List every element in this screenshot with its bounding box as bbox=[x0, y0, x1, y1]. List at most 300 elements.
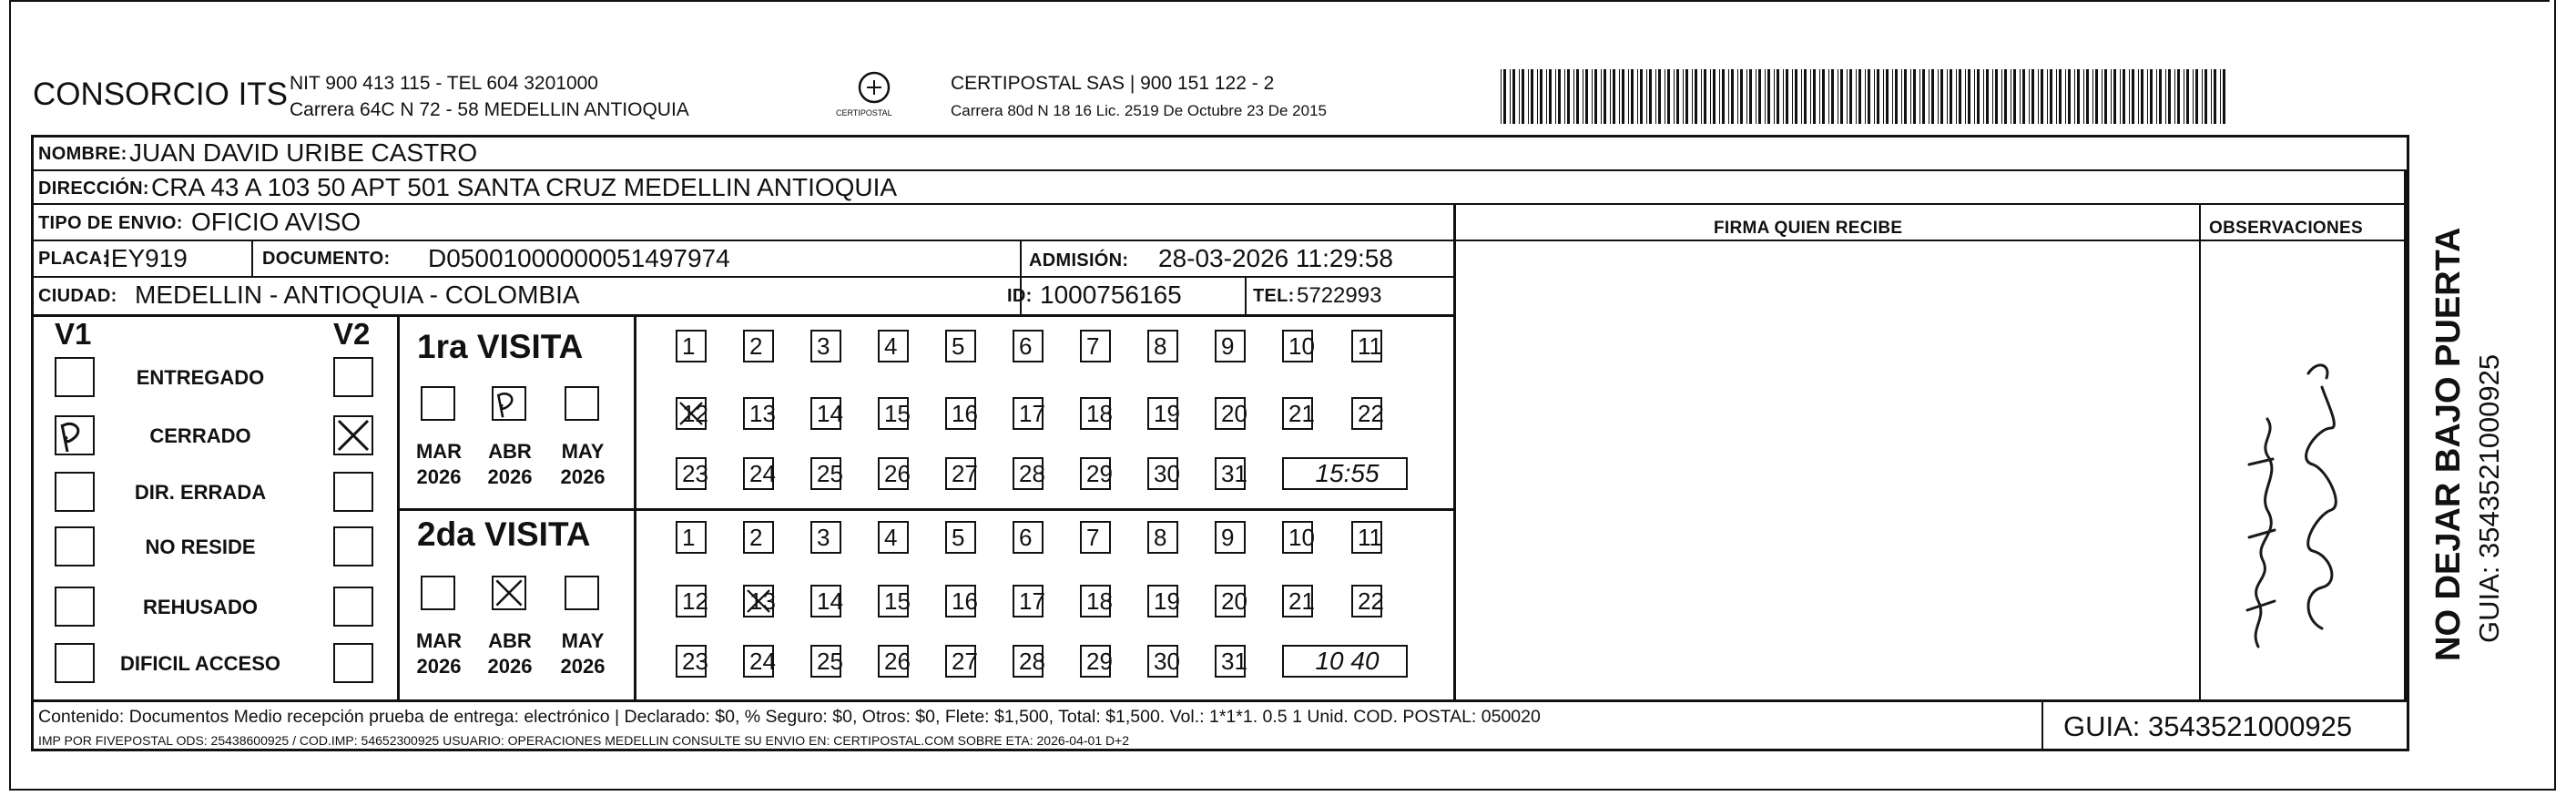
barcode-bar bbox=[1819, 69, 1820, 124]
barcode-bar bbox=[1786, 69, 1788, 124]
barcode-bar bbox=[1576, 69, 1579, 124]
observaciones-label: OBSERVACIONES bbox=[2209, 219, 2363, 238]
barcode-bar bbox=[1765, 69, 1766, 124]
day-box[interactable]: 8 bbox=[1147, 330, 1178, 362]
barcode-bar bbox=[1749, 69, 1752, 124]
top-edge-line bbox=[9, 0, 2550, 2]
row-line-4 bbox=[31, 276, 1453, 278]
barcode-bar bbox=[2013, 69, 2016, 124]
carrier-line: CERTIPOSTAL SAS | 900 151 122 - 2 bbox=[951, 73, 1275, 94]
v1-checkbox[interactable] bbox=[55, 587, 95, 627]
v2-checkbox[interactable] bbox=[333, 587, 373, 627]
tel-value: 5722993 bbox=[1297, 283, 1382, 308]
barcode-bar bbox=[1758, 69, 1761, 124]
barcode-bar bbox=[2193, 69, 2194, 124]
placa-value: IEY919 bbox=[104, 244, 188, 272]
status-visit-separator bbox=[397, 314, 400, 700]
barcode-bar bbox=[2129, 69, 2130, 124]
v1-checkbox[interactable] bbox=[55, 526, 95, 566]
tipo-envio-label: TIPO DE ENVIO: bbox=[38, 213, 183, 233]
day-box[interactable]: 9 bbox=[1215, 330, 1246, 362]
month-label: MAR 2026 bbox=[415, 629, 463, 678]
day-box[interactable]: 7 bbox=[1080, 330, 1111, 362]
barcode-bar bbox=[1874, 69, 1875, 124]
barcode-bar bbox=[2113, 69, 2116, 124]
barcode-bar bbox=[1968, 69, 1970, 124]
row-line-5 bbox=[31, 314, 1453, 317]
status-label: REHUSADO bbox=[143, 596, 258, 618]
barcode-bar bbox=[2068, 69, 2071, 124]
day-box[interactable]: 17 bbox=[1013, 397, 1044, 430]
barcode-bar bbox=[1831, 69, 1834, 124]
day-box[interactable]: 10 bbox=[1282, 330, 1313, 362]
month-label: MAY 2026 bbox=[560, 440, 606, 488]
tipo-envio-value: OFICIO AVISO bbox=[191, 208, 361, 236]
day-box[interactable]: 15 bbox=[878, 397, 909, 430]
barcode-bar bbox=[2214, 69, 2216, 124]
barcode-bar bbox=[1719, 69, 1720, 124]
barcode-bar bbox=[1692, 69, 1693, 124]
barcode-bar bbox=[2004, 69, 2007, 124]
v1-checkbox[interactable] bbox=[55, 643, 95, 683]
day-box[interactable]: 29 bbox=[1080, 645, 1111, 678]
status-label: CERRADO bbox=[149, 424, 251, 447]
barcode-bar bbox=[1813, 69, 1816, 124]
barcode-bar bbox=[2092, 69, 2093, 124]
day-box[interactable]: 30 bbox=[1147, 645, 1178, 678]
barcode-bar bbox=[1622, 69, 1624, 124]
barcode-bar bbox=[1965, 69, 1966, 124]
day-box[interactable]: 24 bbox=[743, 457, 774, 490]
direccion-label: DIRECCIÓN: bbox=[38, 179, 149, 199]
id-value: 1000756165 bbox=[1040, 281, 1182, 309]
barcode-bar bbox=[1956, 69, 1957, 124]
month-checkbox[interactable] bbox=[565, 386, 599, 421]
barcode-bar bbox=[1649, 69, 1652, 124]
barcode-bar bbox=[1594, 69, 1597, 124]
barcode-bar bbox=[1777, 69, 1779, 124]
barcode-bar bbox=[1564, 69, 1565, 124]
barcode-bar bbox=[1792, 69, 1793, 124]
barcode-bar bbox=[1731, 69, 1734, 124]
month-label: MAY 2026 bbox=[560, 629, 606, 678]
day-box[interactable]: 22 bbox=[1351, 397, 1382, 430]
day-box[interactable]: 15 bbox=[878, 585, 909, 617]
barcode-bar bbox=[1628, 69, 1629, 124]
carrier-address: Carrera 80d N 18 16 Lic. 2519 De Octubre 23 De 2015 bbox=[951, 102, 1327, 119]
direccion-value: CRA 43 A 103 50 APT 501 SANTA CRUZ MEDELLIN ANTIOQUIA bbox=[151, 173, 898, 201]
day-box[interactable]: 11 bbox=[1351, 330, 1382, 362]
day-box[interactable]: 1 bbox=[676, 521, 707, 554]
status-label: DIR. ERRADA bbox=[134, 481, 267, 504]
x-mark-icon bbox=[677, 399, 705, 428]
row-line-1 bbox=[31, 169, 2409, 171]
barcode-bar bbox=[2059, 69, 2062, 124]
barcode-bar bbox=[2202, 69, 2203, 124]
barcode-bar bbox=[1631, 69, 1634, 124]
barcode-bar bbox=[2111, 69, 2112, 124]
barcode-bar bbox=[2186, 69, 2189, 124]
day-box[interactable]: 16 bbox=[945, 585, 976, 617]
status-label: ENTREGADO bbox=[136, 366, 265, 389]
day-box[interactable]: 22 bbox=[1351, 585, 1382, 617]
certipostal-logo-icon bbox=[856, 69, 892, 106]
barcode-bar bbox=[2056, 69, 2057, 124]
visit-time-box[interactable]: 10 40 bbox=[1282, 645, 1408, 678]
barcode-bar bbox=[1728, 69, 1729, 124]
day-box[interactable]: 10 bbox=[1282, 521, 1313, 554]
month-checkbox[interactable] bbox=[492, 386, 526, 421]
admision-label: ADMISIÓN: bbox=[1029, 250, 1129, 270]
left-edge-line bbox=[9, 0, 11, 791]
day-box[interactable]: 7 bbox=[1080, 521, 1111, 554]
barcode-bar bbox=[2104, 69, 2107, 124]
day-box[interactable]: 23 bbox=[676, 457, 707, 490]
barcode-bar bbox=[1995, 69, 1998, 124]
barcode-bar bbox=[1613, 69, 1615, 124]
barcode-bar bbox=[2168, 69, 2171, 124]
barcode-bar bbox=[1610, 69, 1611, 124]
barcode-bar bbox=[2086, 69, 2089, 124]
barcode-bar bbox=[1865, 69, 1866, 124]
day-box[interactable]: 23 bbox=[676, 645, 707, 678]
day-box[interactable]: 4 bbox=[878, 521, 909, 554]
barcode-bar bbox=[2211, 69, 2212, 124]
day-box[interactable]: 14 bbox=[810, 397, 841, 430]
day-box[interactable]: 25 bbox=[810, 645, 841, 678]
day-box[interactable]: 12 bbox=[676, 585, 707, 617]
side-guia-number: GUIA: 3543521000925 bbox=[2473, 353, 2505, 643]
barcode-bar bbox=[1713, 69, 1716, 124]
day-box[interactable]: 18 bbox=[1080, 585, 1111, 617]
barcode-bar bbox=[1868, 69, 1870, 124]
barcode-bar bbox=[1938, 69, 1939, 124]
barcode-bar bbox=[2156, 69, 2157, 124]
day-box[interactable]: 13 bbox=[743, 585, 774, 617]
barcode-bar bbox=[2147, 69, 2148, 124]
barcode-bar bbox=[1828, 69, 1829, 124]
barcode-bar bbox=[1549, 69, 1552, 124]
barcode-bar bbox=[1858, 69, 1861, 124]
barcode-bar bbox=[2132, 69, 2134, 124]
footer-imp: IMP POR FIVEPOSTAL ODS: 25438600925 / COD.IMP: 54652300925 USUARIO: OPERACIONES MEDELLIN CONSULTE SU ENVIO EN: CERTIPOSTAL.COM SOBRE ETA: 2026-04-01 D+2 bbox=[38, 733, 1130, 748]
barcode-bar bbox=[2102, 69, 2103, 124]
day-box[interactable]: 21 bbox=[1282, 585, 1313, 617]
v2-checkbox[interactable] bbox=[333, 357, 373, 397]
footer-divider bbox=[31, 699, 2409, 702]
day-box[interactable]: 8 bbox=[1147, 521, 1178, 554]
barcode-bar bbox=[2095, 69, 2098, 124]
day-box[interactable]: 28 bbox=[1013, 645, 1044, 678]
barcode-bar bbox=[2029, 69, 2030, 124]
form-top-border bbox=[31, 135, 2409, 138]
barcode-bar bbox=[1704, 69, 1706, 124]
status-label: NO RESIDE bbox=[145, 536, 256, 558]
barcode-bar bbox=[1619, 69, 1620, 124]
barcode-bar bbox=[1676, 69, 1679, 124]
footer-guia-separator bbox=[2041, 699, 2043, 750]
barcode-bar bbox=[2223, 69, 2225, 124]
footer-contenido: Contenido: Documentos Medio recepción prueba de entrega: electrónico | Declarado: $0, % Seguro: $0, Otros: $0, Flete: $1,500, Total: $1,500. Vol.: 1*1*1. 0.5 1 Unid. COD. POSTAL: 050020 bbox=[38, 707, 1541, 727]
day-box[interactable]: 31 bbox=[1215, 457, 1246, 490]
barcode-bar bbox=[1722, 69, 1725, 124]
barcode-bar bbox=[1537, 69, 1538, 124]
v1-checkbox[interactable] bbox=[55, 357, 95, 397]
day-box[interactable]: 29 bbox=[1080, 457, 1111, 490]
day-box[interactable]: 26 bbox=[878, 457, 909, 490]
firma-left-border bbox=[1453, 203, 1456, 701]
barcode-bar bbox=[1849, 69, 1852, 124]
v2-checkbox[interactable] bbox=[333, 415, 373, 455]
barcode-bar bbox=[2177, 69, 2180, 124]
admision-value: 28-03-2026 11:29:58 bbox=[1158, 244, 1393, 272]
barcode-bar bbox=[2074, 69, 2075, 124]
barcode-bar bbox=[1992, 69, 1993, 124]
x-mark-icon bbox=[745, 587, 772, 616]
barcode-bar bbox=[1940, 69, 1943, 124]
barcode-bar bbox=[1592, 69, 1593, 124]
barcode-bar bbox=[1674, 69, 1675, 124]
check-mark-icon bbox=[56, 417, 93, 454]
day-box[interactable]: 27 bbox=[945, 457, 976, 490]
barcode-bar bbox=[1501, 69, 1502, 124]
placa-label: PLACA: bbox=[38, 249, 109, 269]
logo-text: CERTIPOSTAL bbox=[836, 108, 892, 117]
barcode-bar bbox=[2083, 69, 2084, 124]
barcode-bar bbox=[2174, 69, 2175, 124]
month-day-separator bbox=[634, 314, 636, 700]
day-box[interactable]: 27 bbox=[945, 645, 976, 678]
nombre-label: NOMBRE: bbox=[38, 144, 127, 164]
footer-guia: GUIA: 3543521000925 bbox=[2063, 710, 2353, 742]
barcode-bar bbox=[2022, 69, 2025, 124]
barcode-bar bbox=[1528, 69, 1529, 124]
barcode-bar bbox=[1931, 69, 1934, 124]
barcode-bar bbox=[1573, 69, 1574, 124]
day-box[interactable]: 25 bbox=[810, 457, 841, 490]
day-box[interactable]: 12 bbox=[676, 397, 707, 430]
barcode-bar bbox=[1667, 69, 1670, 124]
barcode-bar bbox=[1746, 69, 1747, 124]
visit-time-box[interactable]: 15:55 bbox=[1282, 457, 1408, 490]
check-mark-icon bbox=[494, 388, 524, 419]
form-left-border bbox=[31, 135, 34, 750]
barcode-bar bbox=[2001, 69, 2002, 124]
barcode-bar bbox=[1740, 69, 1743, 124]
ciudad-label: CIUDAD: bbox=[38, 286, 117, 306]
barcode-bar bbox=[1895, 69, 1898, 124]
v2-checkbox[interactable] bbox=[333, 472, 373, 512]
firma-header-line bbox=[1453, 240, 2409, 241]
day-box[interactable]: 20 bbox=[1215, 585, 1246, 617]
barcode bbox=[1501, 69, 2225, 124]
barcode-bar bbox=[1795, 69, 1797, 124]
day-box[interactable]: 11 bbox=[1351, 521, 1382, 554]
day-box[interactable]: 28 bbox=[1013, 457, 1044, 490]
barcode-bar bbox=[1646, 69, 1647, 124]
barcode-bar bbox=[1801, 69, 1802, 124]
right-edge-line bbox=[2554, 0, 2556, 791]
barcode-bar bbox=[1892, 69, 1893, 124]
barcode-bar bbox=[1522, 69, 1524, 124]
barcode-bar bbox=[2141, 69, 2143, 124]
day-box[interactable]: 4 bbox=[878, 330, 909, 362]
barcode-bar bbox=[1512, 69, 1515, 124]
barcode-bar bbox=[2065, 69, 2066, 124]
barcode-bar bbox=[1977, 69, 1980, 124]
second-visit-title: 2da VISITA bbox=[417, 515, 591, 553]
side-band-border bbox=[2404, 169, 2407, 701]
day-box[interactable]: 13 bbox=[743, 397, 774, 430]
row-line-2 bbox=[31, 203, 2409, 205]
ciudad-value: MEDELLIN - ANTIOQUIA - COLOMBIA bbox=[135, 281, 580, 309]
day-box[interactable]: 30 bbox=[1147, 457, 1178, 490]
month-checkbox[interactable] bbox=[421, 386, 455, 421]
day-box[interactable]: 24 bbox=[743, 645, 774, 678]
v2-checkbox[interactable] bbox=[333, 526, 373, 566]
barcode-bar bbox=[1540, 69, 1543, 124]
day-box[interactable]: 6 bbox=[1013, 521, 1044, 554]
barcode-bar bbox=[1546, 69, 1547, 124]
barcode-bar bbox=[1655, 69, 1656, 124]
v1-checkbox[interactable] bbox=[55, 472, 95, 512]
nombre-value: JUAN DAVID URIBE CASTRO bbox=[129, 138, 478, 167]
barcode-bar bbox=[1856, 69, 1857, 124]
barcode-bar bbox=[1658, 69, 1661, 124]
day-box[interactable]: 17 bbox=[1013, 585, 1044, 617]
barcode-bar bbox=[1774, 69, 1775, 124]
month-label: ABR 2026 bbox=[487, 440, 533, 488]
company-name: CONSORCIO ITS bbox=[33, 77, 289, 112]
barcode-bar bbox=[2165, 69, 2166, 124]
barcode-bar bbox=[1555, 69, 1556, 124]
barcode-bar bbox=[2077, 69, 2080, 124]
barcode-bar bbox=[1877, 69, 1879, 124]
barcode-bar bbox=[2123, 69, 2125, 124]
barcode-bar bbox=[1767, 69, 1770, 124]
x-mark-icon bbox=[335, 417, 372, 454]
barcode-bar bbox=[1919, 69, 1920, 124]
day-box[interactable]: 3 bbox=[810, 330, 841, 362]
barcode-bar bbox=[1822, 69, 1825, 124]
barcode-bar bbox=[1558, 69, 1561, 124]
barcode-bar bbox=[2204, 69, 2207, 124]
day-box[interactable]: 20 bbox=[1215, 397, 1246, 430]
day-box[interactable]: 5 bbox=[945, 521, 976, 554]
form-bottom-border bbox=[31, 749, 2409, 751]
barcode-bar bbox=[1519, 69, 1520, 124]
tel-separator bbox=[1245, 276, 1247, 314]
barcode-bar bbox=[1640, 69, 1643, 124]
documento-value: D05001000000051497974 bbox=[428, 244, 730, 272]
x-mark-icon bbox=[494, 577, 524, 608]
barcode-bar bbox=[2150, 69, 2153, 124]
no-dejar-bajo-puerta: NO DEJAR BAJO PUERTA bbox=[2429, 227, 2468, 661]
barcode-bar bbox=[1922, 69, 1925, 124]
month-checkbox[interactable] bbox=[421, 576, 455, 610]
barcode-bar bbox=[2050, 69, 2052, 124]
barcode-bar bbox=[1737, 69, 1738, 124]
barcode-bar bbox=[1983, 69, 1984, 124]
month-checkbox[interactable] bbox=[565, 576, 599, 610]
barcode-bar bbox=[1604, 69, 1606, 124]
day-box[interactable]: 19 bbox=[1147, 585, 1178, 617]
barcode-bar bbox=[1637, 69, 1638, 124]
barcode-bar bbox=[1886, 69, 1889, 124]
barcode-bar bbox=[1701, 69, 1702, 124]
day-box[interactable]: 6 bbox=[1013, 330, 1044, 362]
visit-divider bbox=[397, 508, 1453, 511]
day-box[interactable]: 1 bbox=[676, 330, 707, 362]
barcode-bar bbox=[1901, 69, 1902, 124]
barcode-bar bbox=[1947, 69, 1948, 124]
row-line-3 bbox=[31, 240, 1453, 241]
day-box[interactable]: 16 bbox=[945, 397, 976, 430]
day-box[interactable]: 2 bbox=[743, 330, 774, 362]
day-box[interactable]: 21 bbox=[1282, 397, 1313, 430]
day-box[interactable]: 9 bbox=[1215, 521, 1246, 554]
barcode-bar bbox=[1804, 69, 1807, 124]
barcode-bar bbox=[2020, 69, 2021, 124]
id-label: ID: bbox=[1007, 286, 1033, 306]
form-right-border bbox=[2407, 135, 2409, 750]
barcode-bar bbox=[1695, 69, 1697, 124]
barcode-bar bbox=[2047, 69, 2048, 124]
barcode-bar bbox=[1847, 69, 1848, 124]
barcode-bar bbox=[1883, 69, 1884, 124]
barcode-bar bbox=[2031, 69, 2034, 124]
barcode-bar bbox=[1974, 69, 1975, 124]
barcode-bar bbox=[2195, 69, 2198, 124]
barcode-bar bbox=[1601, 69, 1602, 124]
day-box[interactable]: 5 bbox=[945, 330, 976, 362]
day-box[interactable]: 31 bbox=[1215, 645, 1246, 678]
barcode-bar bbox=[1503, 69, 1506, 124]
barcode-bar bbox=[1904, 69, 1907, 124]
barcode-bar bbox=[1510, 69, 1511, 124]
month-label: MAR 2026 bbox=[415, 440, 463, 488]
day-box[interactable]: 19 bbox=[1147, 397, 1178, 430]
barcode-bar bbox=[2220, 69, 2221, 124]
observaciones-left-border bbox=[2199, 203, 2201, 701]
barcode-bar bbox=[1913, 69, 1916, 124]
documento-label: DOCUMENTO: bbox=[262, 249, 391, 269]
tel-label: TEL: bbox=[1253, 286, 1295, 306]
barcode-bar bbox=[1986, 69, 1989, 124]
v1-checkbox[interactable] bbox=[55, 415, 95, 455]
first-visit-title: 1ra VISITA bbox=[417, 328, 584, 365]
v1-label: V1 bbox=[55, 317, 92, 351]
barcode-bar bbox=[1810, 69, 1811, 124]
barcode-bar bbox=[1531, 69, 1533, 124]
company-nit: NIT 900 413 115 - TEL 604 3201000 bbox=[290, 73, 598, 94]
barcode-bar bbox=[1950, 69, 1952, 124]
v2-checkbox[interactable] bbox=[333, 643, 373, 683]
barcode-bar bbox=[1840, 69, 1843, 124]
day-box[interactable]: 3 bbox=[810, 521, 841, 554]
day-box[interactable]: 18 bbox=[1080, 397, 1111, 430]
placa-separator bbox=[251, 240, 253, 278]
barcode-bar bbox=[2159, 69, 2162, 124]
month-checkbox[interactable] bbox=[492, 576, 526, 610]
day-box[interactable]: 2 bbox=[743, 521, 774, 554]
day-box[interactable]: 26 bbox=[878, 645, 909, 678]
barcode-bar bbox=[1585, 69, 1588, 124]
day-box[interactable]: 14 bbox=[810, 585, 841, 617]
company-address: Carrera 64C N 72 - 58 MEDELLIN ANTIOQUIA bbox=[290, 99, 689, 120]
month-label: ABR 2026 bbox=[487, 629, 533, 678]
barcode-bar bbox=[1959, 69, 1961, 124]
